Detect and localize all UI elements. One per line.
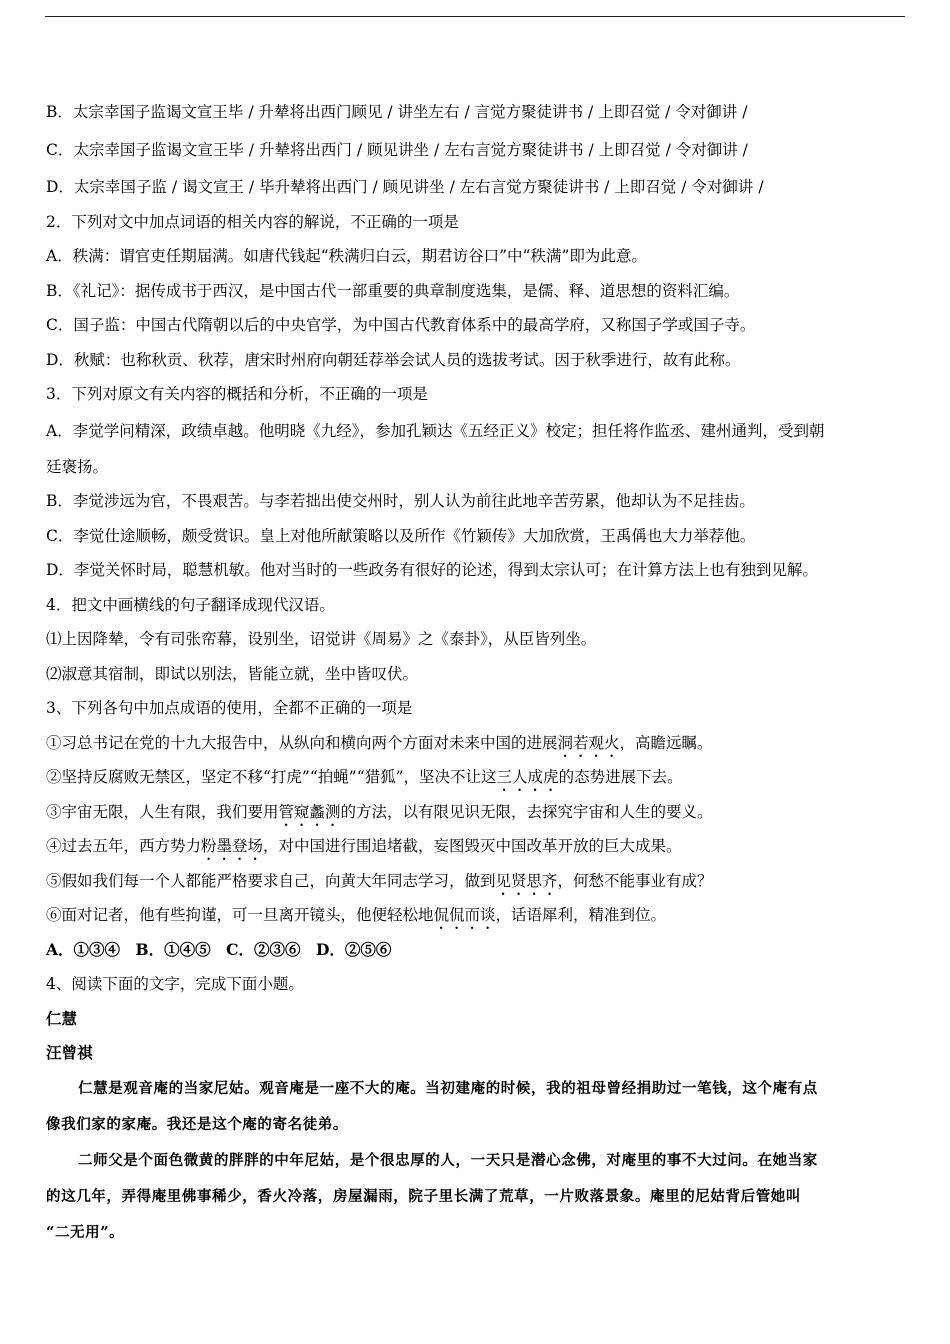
- paragraph-2-line-3: “二无用”。: [46, 1223, 125, 1241]
- sentence-text: ⑥面对记者，他有些拘谨，可一旦离开镜头，他便轻松地: [46, 906, 434, 924]
- sentence-text: ，高瞻远瞩。: [619, 733, 713, 752]
- dotted-idiom: 洞若观火: [557, 733, 620, 752]
- idiom-sentence-3: [46, 795, 916, 830]
- q4-stem: 4．把文中画横线的句子翻译成现代汉语。: [46, 595, 335, 614]
- sentence-text: ，何愁不能事业有成？: [557, 871, 713, 890]
- q3-option-b: B．李觉涉远为官，不畏艰苦。与李若拙出使交州时，别人认为前往此地辛苦劳累，他却认为不足挂齿。: [46, 492, 755, 510]
- paragraph-1-line-2: 像我们家的家庵。我还是这个庵的寄名徒弟。: [46, 1115, 348, 1133]
- reading-instruction: 4、阅读下面的文字，完成下面小题。: [46, 975, 304, 993]
- q2-option-a: A．秩满：谓官吏任期届满。如唐代钱起“秩满归白云，期君访谷口”中“秩满”即为此意。: [46, 247, 647, 265]
- header-rule: [45, 16, 905, 17]
- q4-sentence-1: ⑴上因降辇，令有司张帟幕，设别坐，诏觉讲《周易》之《泰卦》，从臣皆列坐。: [46, 630, 597, 648]
- paragraph-1-line-1: 仁慧是观音庵的当家尼姑。观音庵是一座不大的庵。当初建庵的时候，我的祖母曾经捐助过一笔钱，这个庵有点: [78, 1079, 818, 1097]
- dotted-idiom: 侃侃而谈: [433, 906, 496, 924]
- q1-option-b: B．太宗幸国子监谒文宣王毕 / 升辇将出西门顾见 / 讲坐左右 / 言觉方聚徒讲书 / 上即召觉 / 令对御讲 /: [46, 103, 748, 121]
- q3-option-a-line1: A．李觉学问精深，政绩卓越。他明晓《九经》，参加孔颖达《五经正义》校定；担任将作监丞、建州通判，受到朝: [46, 421, 825, 440]
- q1-option-c: C．太宗幸国子监谒文宣王毕 / 升辇将出西门 / 顾见讲坐 / 左右言觉方聚徒讲书 / 上即召觉 / 令对御讲 /: [46, 140, 748, 159]
- sentence-text: 的态势进展下去。: [558, 768, 683, 786]
- q3-option-a-line2: 廷褒扬。: [46, 457, 109, 476]
- story-author: 汪曾祺: [46, 1043, 93, 1062]
- sentence-text: ③宇宙无限，人生有限，我们要用: [46, 802, 279, 821]
- sentence-text: ，对中国进行围追堵截，妄图毁灭中国改革开放的巨大成果。: [263, 837, 682, 855]
- q1-option-d: D．太宗幸国子监 / 谒文宣王 / 毕升辇将出西门 / 顾见讲坐 / 左右言觉方聚徒讲书 / 上即召觉 / 令对御讲 /: [46, 178, 764, 196]
- idiom-question-stem: 3、下列各句中加点成语的使用，全都不正确的一项是: [46, 699, 413, 717]
- q3-stem: 3．下列对原文有关内容的概括和分析，不正确的一项是: [46, 385, 428, 403]
- sentence-text: ⑤假如我们每一个人都能严格要求自己，向黄大年同志学习，做到: [46, 871, 496, 890]
- idiom-sentence-1: [46, 726, 916, 761]
- q2-stem: 2．下列对文中加点词语的相关内容的解说，不正确的一项是: [46, 212, 459, 231]
- q2-option-c: C．国子监：中国古代隋朝以后的中央官学，为中国古代教育体系中的最高学府，又称国子学或国子寺。: [46, 316, 756, 334]
- q3-option-d: D．李觉关怀时局，聪慧机敏。他对当时的一些政务有很好的论述，得到太宗认可；在计算方法上也有独到见解。: [46, 561, 818, 579]
- idiom-sentence-5: [46, 864, 916, 899]
- sentence-text: ①习总书记在党的十九大报告中，从纵向和横向两个方面对未来中国的进展: [46, 733, 558, 752]
- sentence-text: 的方法，以有限见识无限，去探究宇宙和人生的要义。: [340, 802, 713, 821]
- story-text: [46, 1071, 916, 1251]
- document-body: [46, 95, 916, 1251]
- q2-option-d: D．秋赋：也称秋贡、秋荐，唐宋时州府向朝廷荐举会试人员的选拔考试。因于秋季进行，故有此称。: [46, 350, 741, 369]
- dotted-idiom: 粉墨登场: [201, 837, 264, 855]
- idiom-sentence-6: [46, 898, 916, 933]
- paragraph-2-line-1: 二师父是个面色微黄的胖胖的中年尼姑，是个很忠厚的人，一天只是潜心念佛，对庵里的事不大过问。在她当家: [78, 1151, 818, 1169]
- dotted-idiom: 管窥蠡测: [278, 802, 341, 821]
- sentence-text: ④过去五年，西方势力: [46, 837, 202, 855]
- q2-option-b: B．《礼记》：据传成书于西汉，是中国古代一部重要的典章制度选集，是儒、释、道思想的资料汇编。: [46, 281, 740, 300]
- sentence-text: ，话语犀利，精准到位。: [495, 906, 667, 924]
- idiom-options: A．①③④ B．①④⑤ C．②③⑥ D．②⑤⑥: [46, 939, 392, 959]
- idiom-sentence-2: [46, 760, 916, 795]
- dotted-idiom: 见贤思齐: [495, 871, 558, 890]
- q4-sentence-2: ⑵淑意其宿制，即试以别法，皆能立就，坐中皆叹伏。: [46, 664, 419, 683]
- q3-option-c: C．李觉仕途顺畅，颇受赏识。皇上对他所献策略以及所作《竹颖传》大加欣赏，王禹偁也大力举荐他。: [46, 526, 756, 545]
- idiom-sentence-4: [46, 829, 916, 864]
- story-title: 仁慧: [46, 1008, 78, 1028]
- sentence-text: ②坚持反腐败无禁区，坚定不移“打虎”“拍蝇”“猎狐”，坚决不让这: [46, 768, 497, 786]
- dotted-idiom: 三人成虎: [496, 768, 559, 786]
- paragraph-2-line-2: 的这几年，弄得庵里佛事稀少，香火冷落，房屋漏雨，院子里长满了荒草，一片败落景象。庵里的尼姑背后管她叫: [46, 1187, 801, 1205]
